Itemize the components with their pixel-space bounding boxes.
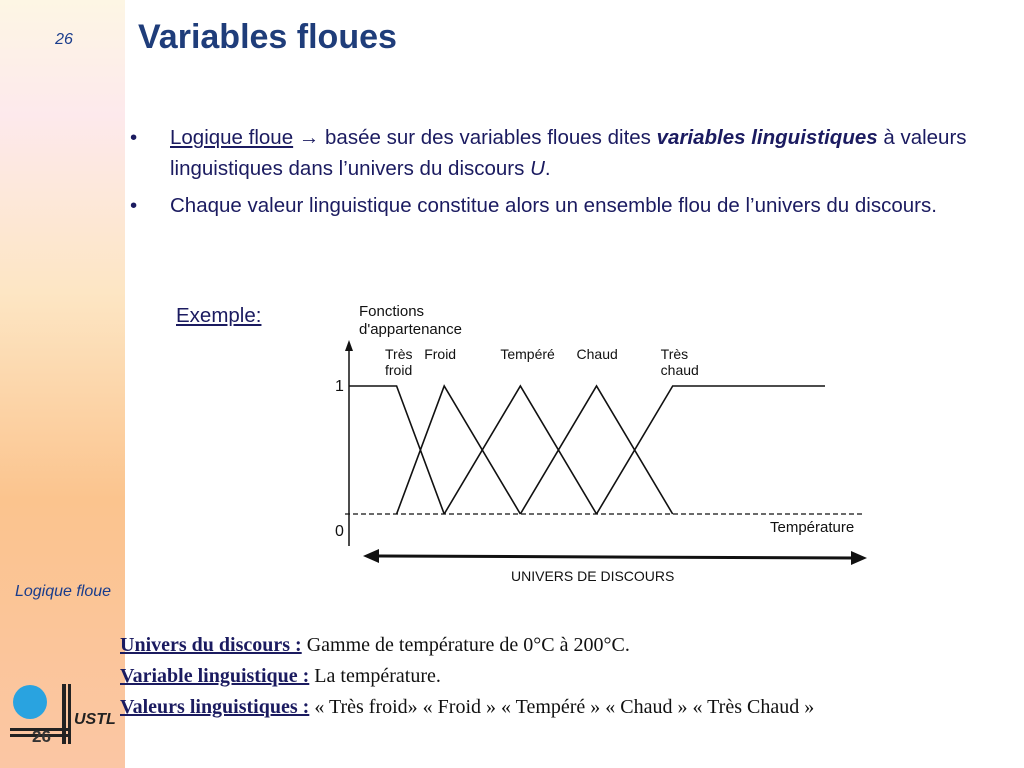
series-label: Tempéré [500, 346, 555, 362]
x-axis-label: Température [770, 519, 855, 536]
logique-floue-link[interactable]: Logique floue [170, 126, 294, 149]
y-axis-label: d'appartenance [359, 321, 462, 338]
membership-chart [335, 296, 880, 591]
definition-row [120, 661, 1020, 692]
series-line-5 [597, 386, 825, 514]
definition-label: Variable linguistique : [120, 665, 310, 687]
y-axis-label: Fonctions [359, 303, 425, 320]
definition-label: Valeurs linguistiques : [120, 696, 310, 718]
series-label: froid [385, 362, 413, 378]
series-line-4 [520, 386, 672, 514]
example-label: Exemple: [176, 304, 262, 327]
series-label: chaud [660, 362, 699, 378]
series-line-3 [444, 386, 596, 514]
ustl-logo [8, 682, 120, 752]
universe-arrow-right [851, 551, 867, 565]
definition-row [120, 692, 1020, 723]
y-tick-label: 1 [335, 378, 344, 395]
series-label: Chaud [576, 346, 618, 362]
logo-text: USTL [74, 711, 116, 728]
definition-label: Univers du discours : [120, 634, 302, 656]
bullet-list [130, 122, 1000, 227]
series-line-1 [349, 386, 444, 514]
bullet-item [130, 122, 1000, 184]
universe-arrow-left [363, 549, 379, 563]
bullet-text: Chaque valeur linguistique constitue alors un ensemble flou de l’univers du discours. [170, 194, 937, 217]
universe-arrow-line [375, 556, 855, 558]
y-axis-arrow [345, 340, 353, 351]
definition-text: « Très froid» « Froid » « Tempéré » « Chaud » « Très Chaud » [309, 696, 815, 718]
universe-variable: U [530, 157, 545, 180]
bullet-text: . [544, 157, 551, 180]
sidebar-band [0, 0, 125, 768]
series-label: Froid [424, 346, 457, 362]
y-tick-label: 0 [335, 523, 344, 540]
series-line-2 [397, 386, 521, 514]
bullet-dot: • [130, 194, 138, 217]
bullet-dot: • [130, 126, 138, 149]
logo-number: 26 [32, 727, 51, 746]
side-label: Logique floue [14, 583, 112, 600]
series-label: Très [385, 346, 413, 362]
universe-label: UNIVERS DE DISCOURS [511, 568, 675, 584]
definition-text: La température. [309, 665, 441, 687]
definitions [120, 630, 1020, 723]
slide-number: 26 [55, 31, 73, 48]
logo-circle [13, 685, 47, 719]
linguistic-emphasis: variables linguistiques [656, 126, 878, 149]
page-title: Variables floues [138, 18, 397, 56]
definition-row [120, 630, 1020, 661]
bullet-text: basée sur des variables floues dites [319, 126, 657, 149]
arrow-symbol: → [298, 126, 320, 149]
definition-text: Gamme de température de 0°C à 200°C. [301, 634, 630, 656]
series-label: Très [660, 346, 689, 362]
bullet-text: à valeurs linguistiques dans l’univers du discours [170, 126, 967, 180]
bullet-item [130, 190, 1000, 221]
